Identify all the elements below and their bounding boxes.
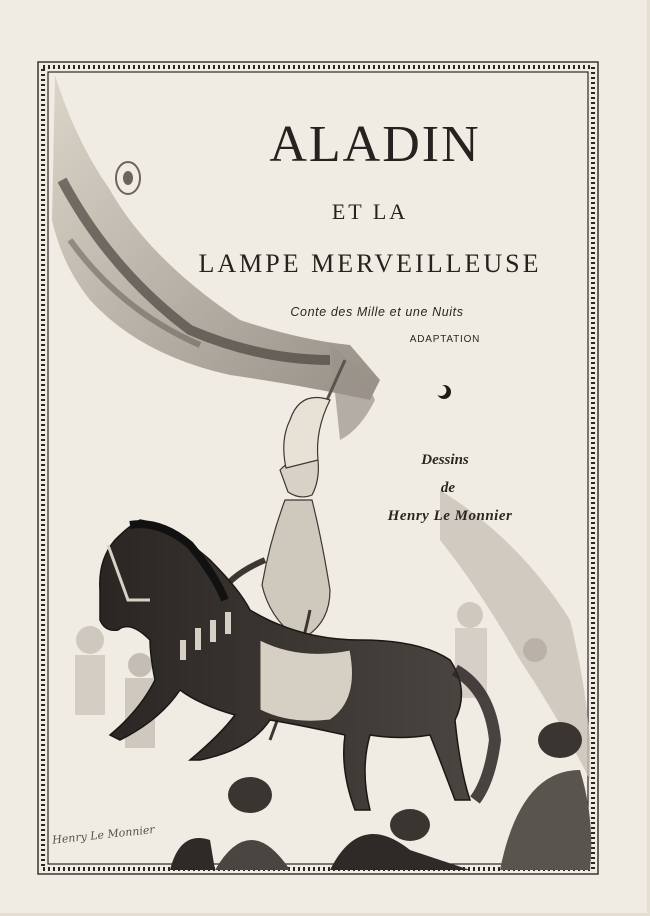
adaptation-label: ADAPTATION: [409, 334, 481, 345]
cover-title: ALADIN: [269, 116, 481, 173]
credits-line2: de: [440, 480, 456, 496]
cover-subtitle-line2: LAMPE MERVEILLEUSE: [198, 249, 542, 278]
credits-line1: Dessins: [421, 452, 469, 468]
artist-signature: Henry Le Monnier: [51, 823, 156, 847]
crescent-ornament-icon: [435, 383, 453, 401]
cover-tagline: Conte des Mille et une Nuits: [290, 305, 464, 319]
cover-subtitle-line1: ET LA: [331, 199, 409, 224]
credits-artist-name: Henry Le Monnier: [387, 508, 513, 524]
